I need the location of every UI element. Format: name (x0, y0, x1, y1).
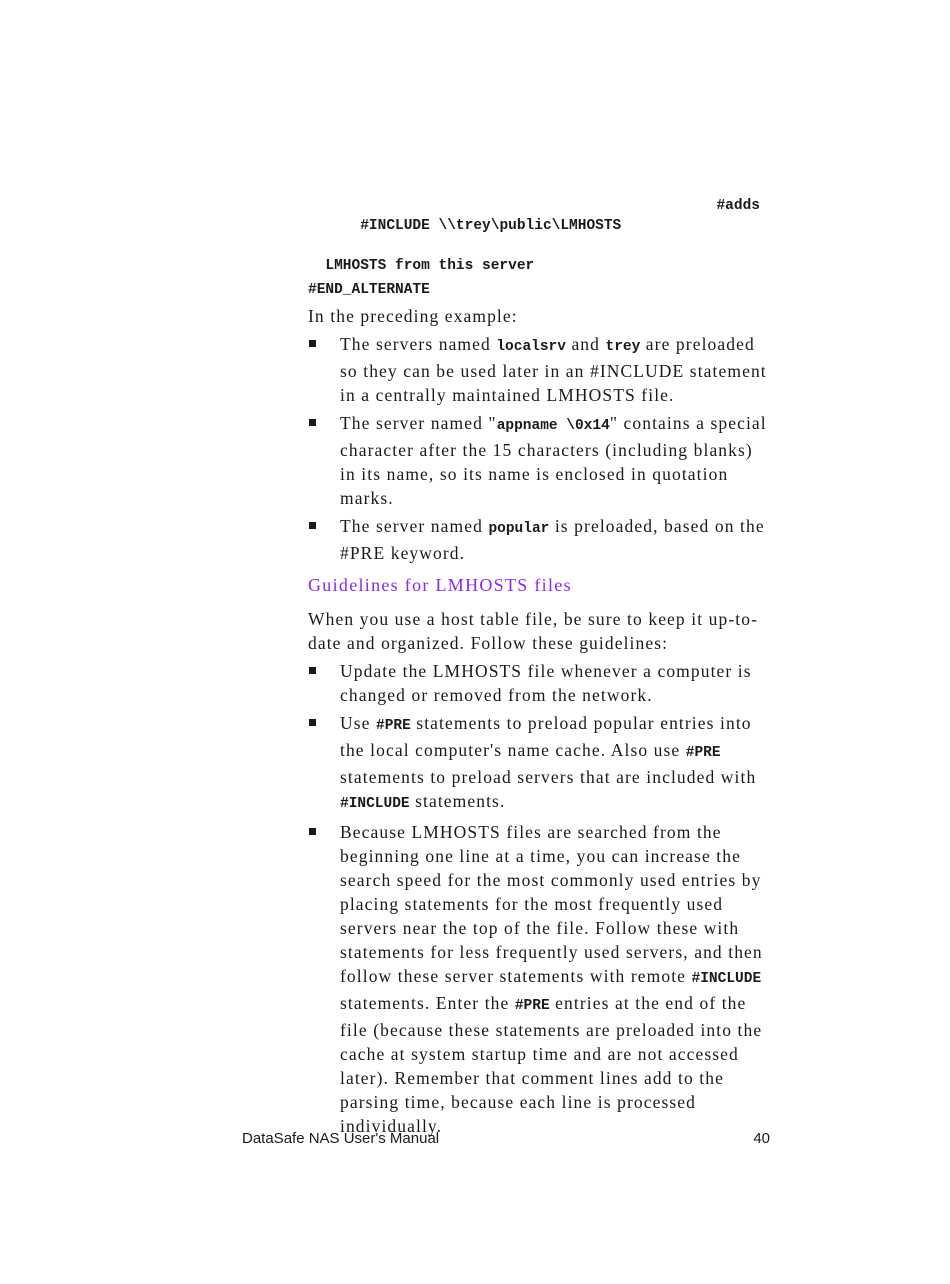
text-run: statements to preload servers that are included with (340, 767, 757, 787)
text-run: Because LMHOSTS files are searched from the beginning one line at a time, you can increase the search speed for the most commonly used entries by placing statements for the most frequently used servers near the top of the file. Follow these with statements for less frequently used servers, and then follow these server statements with remote (340, 822, 763, 986)
list-item (308, 411, 770, 510)
text-run: The server named " (340, 413, 497, 433)
code-include-text: #INCLUDE \\trey\public\LMHOSTS (360, 218, 622, 234)
square-bullet-icon (309, 340, 316, 347)
code-run: trey (605, 339, 641, 355)
page-footer (242, 1130, 770, 1147)
page-number: 40 (753, 1130, 770, 1147)
guidelines-list (308, 659, 770, 1138)
list-item (308, 514, 770, 565)
section-heading: Guidelines for LMHOSTS files (308, 575, 572, 595)
code-run: #INCLUDE (340, 796, 410, 812)
code-run: #PRE (514, 998, 550, 1014)
list-item (308, 820, 770, 1138)
list-item (308, 332, 770, 407)
page-content (308, 196, 770, 1142)
text-run: is preloaded, based on the #PRE keyword. (340, 516, 765, 563)
example-notes-list (308, 332, 770, 565)
list-item (308, 711, 770, 816)
code-run: #INCLUDE (691, 971, 762, 987)
square-bullet-icon (309, 667, 316, 674)
code-run: appname \0x14 (496, 418, 610, 434)
text-run: are preloaded so they can be used later in an #INCLUDE statement in a centrally maintained LMHOSTS file. (340, 334, 767, 405)
code-example (308, 196, 770, 300)
list-item (308, 659, 770, 707)
guidelines-intro-paragraph: When you use a host table file, be sure to keep it up-to-date and organized. Follow these guidelines: (308, 609, 759, 653)
text-run: " contains a special character after the 15 characters (including blanks) in its name, so its name is enclosed in quotation marks. (340, 413, 767, 508)
text-run: The servers named (340, 334, 497, 354)
text-run: statements. Enter the (340, 993, 515, 1013)
code-line-end-alternate: #END_ALTERNATE (308, 282, 430, 298)
code-run: #PRE (376, 718, 411, 734)
text-run: statements to preload popular entries into the local computer's name cache. Also use (340, 713, 752, 760)
text-run: statements. (409, 791, 506, 811)
square-bullet-icon (309, 419, 316, 426)
code-run: #PRE (685, 745, 721, 761)
code-line-include (308, 196, 770, 256)
intro-paragraph: In the preceding example: (308, 306, 518, 326)
square-bullet-icon (309, 719, 316, 726)
text-run: Update the LMHOSTS file whenever a computer is changed or removed from the network. (340, 661, 752, 705)
text-run: Use (340, 713, 376, 733)
code-run: localsrv (496, 339, 566, 355)
square-bullet-icon (309, 828, 316, 835)
square-bullet-icon (309, 522, 316, 529)
code-comment-adds: #adds (716, 198, 760, 214)
code-line-comment-continuation: LMHOSTS from this server (308, 258, 535, 274)
text-run: and (565, 334, 606, 354)
code-run: popular (488, 521, 550, 537)
footer-manual-title: DataSafe NAS User's Manual (242, 1130, 440, 1147)
text-run: entries at the end of the file (because these statements are preloaded into the cache at system startup time and are not accessed later). Remember that comment lines add to the parsing time, because each line is processed individually. (340, 993, 763, 1136)
text-run: The server named (340, 516, 489, 536)
